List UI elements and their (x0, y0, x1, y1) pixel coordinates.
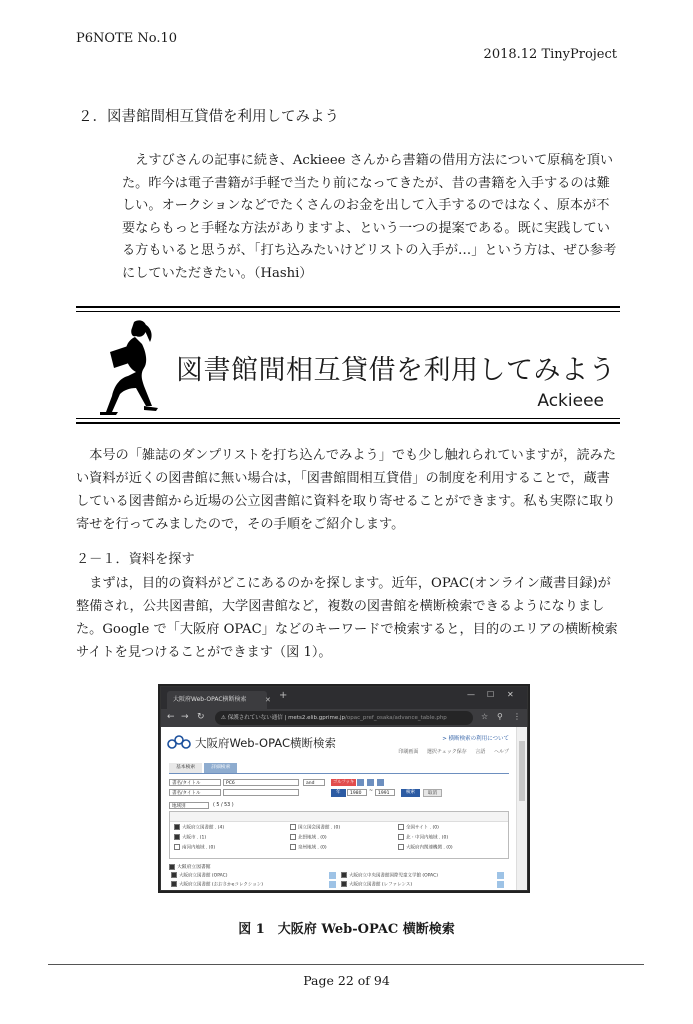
checkbox-icon[interactable] (398, 834, 404, 840)
field1-select[interactable]: 書名/タイトル (169, 779, 221, 786)
library-item[interactable]: 北摂地域 . (0) (290, 834, 327, 841)
tab-underline (169, 773, 509, 774)
new-tab-icon[interactable]: + (279, 690, 288, 701)
body-paragraph-1: 本号の「雑誌のダンプリストを打ち込んでみよう」でも少し触れられていますが，読みたい資料が近くの図書館に無い場合は，「図書館間相互貸借」の制度を利用することで，蔵書している図書館から近場の公立図書館に資料を取り寄せることができます。私も実際に取り寄せを行ってみましたので，その手順をご紹介します。 (76, 448, 617, 532)
library-item[interactable]: 国立国会図書館 . (0) (290, 824, 340, 831)
year-label: 年 (331, 789, 346, 797)
checkbox-icon[interactable] (174, 844, 180, 850)
checkbox-icon[interactable] (169, 864, 175, 870)
body-block-2 (76, 572, 620, 664)
tab-basic-search[interactable]: 基本検索 (169, 763, 202, 773)
url-host: mets2.elib.gprime.jp (288, 715, 346, 721)
operator-select[interactable]: and (303, 779, 325, 786)
tab-close-icon[interactable]: ✕ (265, 696, 271, 704)
window-close-icon[interactable]: ✕ (507, 690, 514, 699)
site-title: 大阪府Web-OPAC横断検索 (195, 736, 336, 750)
account-icon[interactable]: ⚲ (497, 712, 503, 721)
browser-tab[interactable] (167, 691, 271, 709)
insecure-label: 保護されていない通信 (227, 715, 283, 721)
browser-tab-bar (161, 687, 527, 709)
body-paragraph-2: まずは，目的の資料がどこにあるのかを探します。近年，OPAC(オンライン蔵書目録)が整備され，公共図書館，大学図書館など，複数の図書館を横断検索できるようになりました。Google で「大阪府 OPAC」などのキーワードで検索すると，目的のエリアの横断検索サイトを見つけることができます（図 1）。 (76, 576, 618, 660)
library-item[interactable]: 南河内地域 . (0) (174, 844, 215, 851)
checkbox-icon[interactable] (341, 872, 347, 878)
body-block-1 (76, 444, 620, 536)
header-right: 2018.12 TinyProject (483, 47, 617, 62)
osaka-item[interactable]: 大阪府立図書館 (レファレンス) (341, 881, 412, 888)
checkbox-icon[interactable] (174, 824, 180, 830)
minimize-icon[interactable]: — (467, 690, 475, 699)
opac-screenshot (160, 686, 528, 891)
year-from-input[interactable]: 1980 (347, 789, 367, 796)
maximize-icon[interactable]: ☐ (487, 690, 495, 699)
library-item[interactable]: 北・中河内地域 . (0) (398, 834, 448, 841)
field1-input[interactable]: PC6 (223, 779, 299, 786)
library-panel (169, 811, 509, 859)
footer-rule (48, 964, 644, 965)
intro-block (122, 150, 622, 285)
menu-help[interactable]: ヘルプ (493, 749, 509, 755)
library-item[interactable]: 全国サイト . (0) (398, 824, 439, 831)
site-menu (391, 748, 509, 755)
search-tabs (169, 763, 239, 773)
move-up-icon[interactable] (329, 872, 336, 879)
library-item[interactable]: 大阪市 . (1) (174, 834, 206, 841)
option-icon-1[interactable] (357, 779, 364, 786)
menu-print[interactable]: 印刷画面 (398, 749, 419, 755)
reload-icon[interactable]: ↻ (197, 712, 205, 722)
year-to-input[interactable]: 1991 (375, 789, 395, 796)
field2-input[interactable] (223, 789, 299, 796)
red-option-button[interactable]: ゴルフッキ (333, 780, 355, 785)
osaka-section-head: 大阪府立図書館 (169, 863, 211, 870)
cancel-button[interactable]: 取消 (423, 789, 442, 797)
checkbox-icon[interactable] (341, 881, 347, 887)
checkbox-icon[interactable] (174, 834, 180, 840)
banner-author: Ackieee (537, 391, 604, 411)
opac-page (161, 727, 517, 890)
library-item[interactable]: 大阪府内関連機関 . (0) (398, 844, 453, 851)
url-path: /opac_pref_osaka/advance_table.php (345, 715, 447, 721)
move-up-icon[interactable] (497, 881, 504, 888)
usage-link[interactable]: > 横断検索の利用について (442, 736, 509, 742)
library-item[interactable]: 大阪府立図書館 . (4) (174, 824, 224, 831)
intro-paragraph: えすびさんの記事に続き、Ackieee さんから書籍の借用方法について原稿を頂いた。昨今は電子書籍が手軽で当たり前になってきたが、昔の書籍を入手するのは難しい。オークションなどでたくさんのお金を出して入手するのではなく、原本が不要ならもっと手軽な方法がありますよ、という一つの提案である。既に実践している方もいると思うが、「打ち込みたいけどリストの入手が…」という方は、ぜひ参考にしていただきたい。（Hashi） (122, 153, 617, 281)
banner-rule-bottom-thin (76, 418, 620, 419)
search-button[interactable]: 検索 (401, 789, 420, 797)
back-icon[interactable]: ← (167, 712, 175, 722)
address-bar[interactable]: ⚠ 保護されていない通信 | mets2.elib.gprime.jp/opac_pref_osaka/advance_table.php (215, 711, 473, 725)
field2-select[interactable]: 書名/タイトル (169, 789, 221, 796)
figure-caption: 図 1 大阪府 Web-OPAC 横断検索 (238, 922, 455, 937)
checkbox-icon[interactable] (171, 881, 177, 887)
banner-rule-top-thin (76, 311, 620, 312)
checkbox-icon[interactable] (398, 824, 404, 830)
menu-language[interactable]: 言語 (475, 749, 486, 755)
osaka-item[interactable]: 大阪府立図書館 (おおさかeコレクション) (171, 881, 263, 888)
banner-title: 図書館間相互貸借を利用してみよう (176, 355, 616, 386)
move-up-icon[interactable] (497, 872, 504, 879)
osaka-item[interactable]: 大阪府立中央図書館国際児童文学館 (OPAC) (341, 872, 438, 879)
page-number: Page 22 of 94 (303, 973, 390, 988)
reading-woman-silhouette-icon (88, 316, 168, 416)
library-item[interactable]: 泉州地域 . (0) (290, 844, 327, 851)
section-title: ２．図書館間相互貸借を利用してみよう (78, 109, 339, 125)
subsection-title: ２－１．資料を探す (76, 552, 195, 567)
osaka-item[interactable]: 大阪府立図書館 (OPAC) (171, 872, 228, 879)
option-icon-2[interactable] (367, 779, 374, 786)
checkbox-icon[interactable] (290, 824, 296, 830)
checkbox-icon[interactable] (398, 844, 404, 850)
move-up-icon[interactable] (329, 881, 336, 888)
forward-icon[interactable]: → (181, 712, 189, 722)
library-panel-header (170, 812, 508, 822)
year-separator: ~ (369, 789, 374, 794)
page-scrollbar[interactable] (516, 727, 527, 890)
menu-save-check[interactable]: 選択チェック保存 (426, 749, 467, 755)
bookmark-star-icon[interactable]: ☆ (481, 712, 489, 721)
warning-icon: ⚠ (221, 715, 228, 721)
tab-advanced-search[interactable]: 詳細検索 (204, 763, 237, 773)
browser-toolbar (161, 709, 527, 727)
result-count: ( 5 / 53 ) (213, 803, 234, 808)
banner-rule-bottom (76, 422, 620, 424)
checkbox-icon[interactable] (171, 872, 177, 878)
header-left: P6NOTE No.10 (76, 31, 177, 46)
scrollbar-thumb[interactable] (519, 741, 525, 801)
checkbox-icon[interactable] (290, 834, 296, 840)
osaka-logo-icon (167, 735, 191, 749)
article-banner (76, 306, 620, 424)
browser-tab-title: 大阪府Web-OPAC横断検索 (173, 696, 247, 703)
banner-rule-top (76, 306, 620, 308)
option-icon-3[interactable] (377, 779, 384, 786)
menu-dots-icon[interactable]: ⋮ (513, 712, 521, 721)
area-select[interactable]: 地域別 (169, 802, 209, 809)
checkbox-icon[interactable] (290, 844, 296, 850)
